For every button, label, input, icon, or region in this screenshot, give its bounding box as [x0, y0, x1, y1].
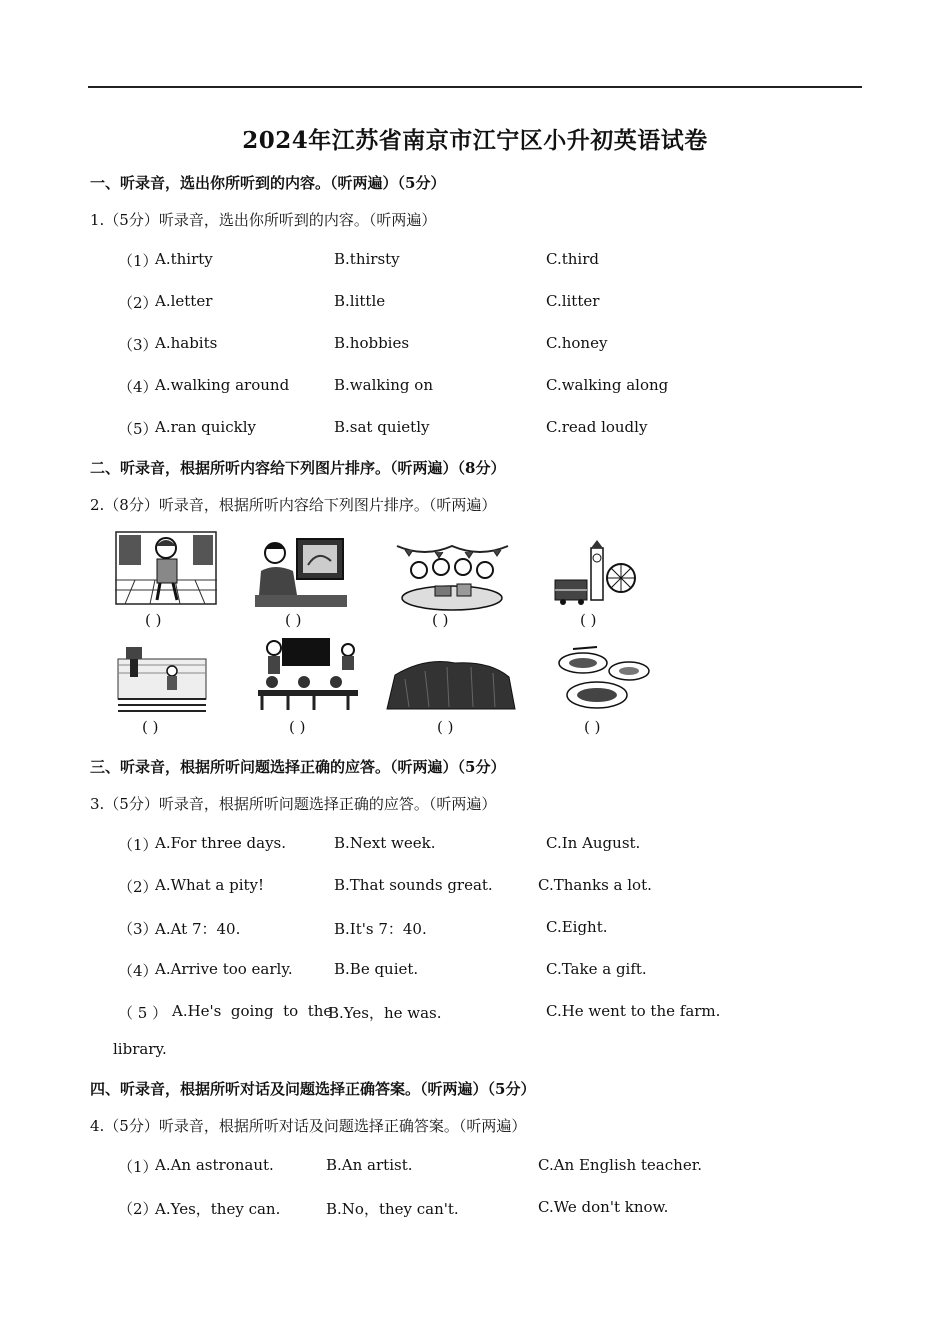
q1-item2-option-c[interactable]: C.litter [546, 292, 600, 310]
q3-item4-option-a[interactable]: A.Arrive too early. [155, 960, 293, 978]
q1-item2-option-a[interactable]: A.letter [155, 292, 213, 310]
section-1-heading: 一、听录音，选出你所听到的内容。（听两遍）（5分） [90, 174, 446, 192]
q4-item2-option-b[interactable]: B.No，they can't. [326, 1200, 459, 1218]
q1-item2-num: （2） [118, 294, 158, 312]
picture-food-plates [553, 645, 653, 713]
q1-item5-option-a[interactable]: A.ran quickly [155, 418, 256, 436]
question-4-stem: 4.（5分）听录音，根据所听对话及问题选择正确答案。（听两遍） [90, 1117, 527, 1135]
picture-london-landmarks [553, 540, 637, 608]
q3-item2-option-a[interactable]: A.What a pity! [155, 876, 265, 894]
question-3-stem: 3.（5分）听录音，根据所听问题选择正确的应答。（听两遍） [90, 795, 497, 813]
section-4-heading: 四、听录音，根据所听对话及问题选择正确答案。（听两遍）（5分） [90, 1080, 536, 1098]
q3-item3-option-b[interactable]: B.It's 7：40. [334, 920, 427, 938]
q4-item1-num: （1） [118, 1158, 158, 1176]
q4-item2-option-a[interactable]: A.Yes，they can. [155, 1200, 281, 1218]
answer-bracket-4[interactable]: ( ) [580, 611, 597, 629]
q1-item2-option-b[interactable]: B.little [334, 292, 386, 310]
q3-item1-num: （1） [118, 836, 158, 854]
answer-bracket-1[interactable]: ( ) [145, 611, 162, 629]
answer-bracket-5[interactable]: ( ) [142, 718, 159, 736]
q1-item4-num: （4） [118, 378, 158, 396]
answer-bracket-2[interactable]: ( ) [285, 611, 302, 629]
q1-item5-option-b[interactable]: B.sat quietly [334, 418, 430, 436]
page-title: 2024年江苏省南京市江宁区小升初英语试卷 [242, 127, 708, 154]
q4-item2-num: （2） [118, 1200, 158, 1218]
q3-item3-num: （3） [118, 920, 158, 938]
q3-item1-option-c[interactable]: C.In August. [546, 834, 641, 852]
q3-item1-option-a[interactable]: A.For three days. [155, 834, 287, 852]
q3-item5-option-a-continued: library. [113, 1040, 167, 1058]
header-rule [88, 86, 862, 88]
question-1-stem: 1.（5分）听录音，选出你所听到的内容。（听两遍） [90, 211, 437, 229]
q3-item3-option-c[interactable]: C.Eight. [546, 918, 608, 936]
answer-bracket-8[interactable]: ( ) [584, 718, 601, 736]
picture-teacher-classroom [115, 530, 217, 605]
q3-item4-option-b[interactable]: B.Be quiet. [334, 960, 419, 978]
q4-item1-option-a[interactable]: A.An astronaut. [155, 1156, 274, 1174]
q1-item3-option-c[interactable]: C.honey [546, 334, 608, 352]
q3-item2-option-b[interactable]: B.That sounds great. [334, 876, 493, 894]
q4-item1-option-b[interactable]: B.An artist. [326, 1156, 413, 1174]
q3-item2-num: （2） [118, 878, 158, 896]
picture-party-children [395, 540, 510, 612]
q1-item4-option-b[interactable]: B.walking on [334, 376, 433, 394]
answer-bracket-7[interactable]: ( ) [437, 718, 454, 736]
q1-item3-option-a[interactable]: A.habits [155, 334, 218, 352]
q1-item3-option-b[interactable]: B.hobbies [334, 334, 410, 352]
q1-item1-option-a[interactable]: A.thirty [155, 250, 213, 268]
section-3-heading: 三、听录音，根据所听问题选择正确的应答。（听两遍）（5分） [90, 758, 506, 776]
q3-item1-option-b[interactable]: B.Next week. [334, 834, 436, 852]
q3-item5-option-c[interactable]: C.He went to the farm. [546, 1002, 721, 1020]
q4-item2-option-c[interactable]: C.We don't know. [538, 1198, 669, 1216]
section-2-heading: 二、听录音，根据所听内容给下列图片排序。（听两遍）（8分） [90, 459, 506, 477]
picture-street-crossing [116, 645, 208, 713]
q1-item1-option-b[interactable]: B.thirsty [334, 250, 400, 268]
q3-item2-option-c[interactable]: C.Thanks a lot. [538, 876, 652, 894]
q1-item3-num: （3） [118, 336, 158, 354]
q3-item4-option-c[interactable]: C.Take a gift. [546, 960, 647, 978]
q3-item4-num: （4） [118, 962, 158, 980]
q1-item5-num: （5） [118, 420, 158, 438]
picture-computer-user [253, 535, 349, 609]
q1-item1-option-c[interactable]: C.third [546, 250, 599, 268]
q1-item5-option-c[interactable]: C.read loudly [546, 418, 648, 436]
answer-bracket-6[interactable]: ( ) [289, 718, 306, 736]
q3-item5-option-a[interactable]: A.He's going to the [172, 1002, 333, 1020]
picture-classroom-lesson [252, 634, 364, 712]
question-2-stem: 2.（8分）听录音，根据所听内容给下列图片排序。（听两遍） [90, 496, 497, 514]
q1-item4-option-a[interactable]: A.walking around [155, 376, 290, 394]
q1-item4-option-c[interactable]: C.walking along [546, 376, 669, 394]
answer-bracket-3[interactable]: ( ) [432, 611, 449, 629]
q3-item5-option-b[interactable]: B.Yes，he was. [328, 1004, 442, 1022]
q3-item5-num: （ 5 ） [118, 1004, 168, 1022]
q4-item1-option-c[interactable]: C.An English teacher. [538, 1156, 702, 1174]
picture-rock-landscape [385, 655, 517, 711]
q3-item3-option-a[interactable]: A.At 7：40. [155, 920, 241, 938]
q1-item1-num: （1） [118, 252, 158, 270]
